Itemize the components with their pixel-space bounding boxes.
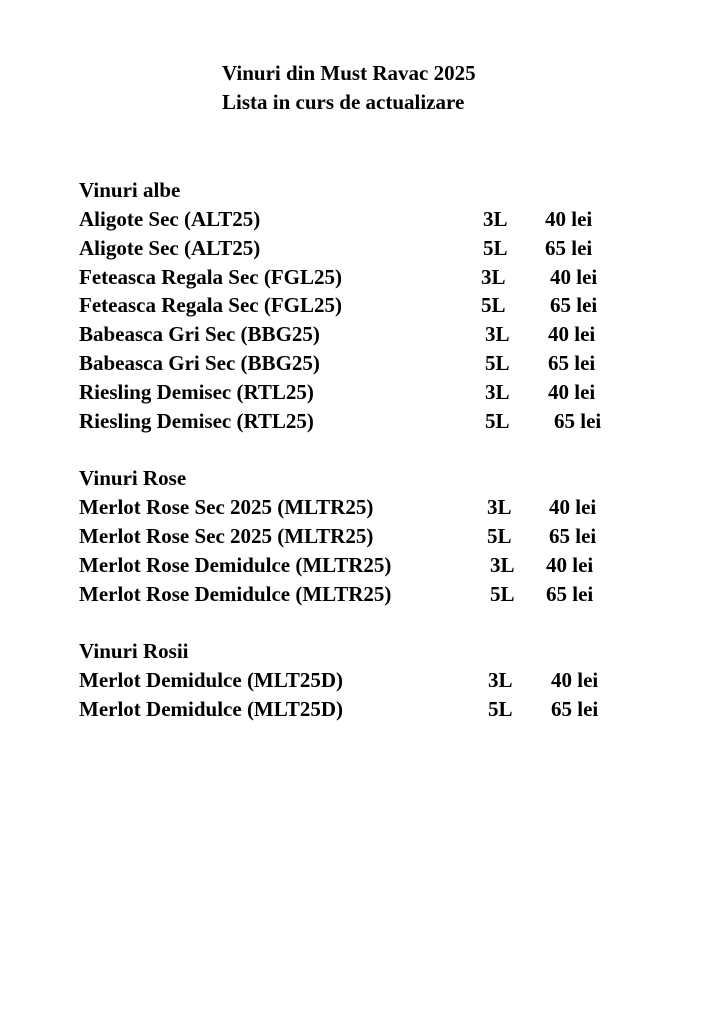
- wine-item-price: 40 lei: [549, 495, 597, 519]
- wine-item-price: 40 lei: [545, 207, 593, 231]
- wine-item-price: 65 lei: [548, 351, 596, 375]
- wine-item-price: 40 lei: [548, 380, 596, 404]
- wine-item-volume: 5L: [483, 236, 508, 260]
- wine-item-price: 65 lei: [550, 293, 598, 317]
- wine-item-name: Aligote Sec (ALT25): [79, 207, 261, 231]
- wine-item-volume: 5L: [481, 293, 506, 317]
- wine-item-name: Merlot Demidulce (MLT25D): [79, 668, 343, 692]
- wine-item-name: Merlot Rose Sec 2025 (MLTR25): [79, 495, 374, 519]
- wine-item-volume: 3L: [490, 553, 515, 577]
- wine-item-name: Riesling Demisec (RTL25): [79, 409, 314, 433]
- wine-item-volume: 3L: [485, 322, 510, 346]
- wine-item-name: Riesling Demisec (RTL25): [79, 380, 314, 404]
- wine-item-name: Babeasca Gri Sec (BBG25): [79, 322, 320, 346]
- wine-item-price: 40 lei: [551, 668, 599, 692]
- section-heading-red-wines: Vinuri Rosii: [79, 639, 189, 663]
- wine-item-name: Merlot Demidulce (MLT25D): [79, 697, 343, 721]
- wine-item-price: 65 lei: [546, 582, 594, 606]
- wine-item-volume: 3L: [483, 207, 508, 231]
- wine-item-volume: 3L: [487, 495, 512, 519]
- wine-item-volume: 5L: [487, 524, 512, 548]
- wine-item-volume: 5L: [485, 351, 510, 375]
- wine-item-price: 40 lei: [550, 265, 598, 289]
- wine-item-volume: 5L: [488, 697, 513, 721]
- wine-item-volume: 5L: [490, 582, 515, 606]
- wine-item-volume: 3L: [485, 380, 510, 404]
- wine-item-price: 65 lei: [545, 236, 593, 260]
- wine-item-price: 40 lei: [548, 322, 596, 346]
- wine-item-name: Feteasca Regala Sec (FGL25): [79, 265, 343, 289]
- wine-item-name: Aligote Sec (ALT25): [79, 236, 261, 260]
- wine-item-price: 65 lei: [554, 409, 602, 433]
- wine-item-price: 65 lei: [551, 697, 599, 721]
- wine-item-name: Babeasca Gri Sec (BBG25): [79, 351, 320, 375]
- wine-item-name: Merlot Rose Sec 2025 (MLTR25): [79, 524, 374, 548]
- wine-item-price: 65 lei: [549, 524, 597, 548]
- wine-item-name: Merlot Rose Demidulce (MLTR25): [79, 582, 392, 606]
- wine-item-volume: 3L: [488, 668, 513, 692]
- section-heading-white-wines: Vinuri albe: [79, 178, 181, 202]
- wine-item-volume: 3L: [481, 265, 506, 289]
- document-subtitle: Lista in curs de actualizare: [222, 90, 465, 114]
- wine-item-volume: 5L: [485, 409, 510, 433]
- document-title: Vinuri din Must Ravac 2025: [222, 61, 476, 85]
- wine-item-name: Feteasca Regala Sec (FGL25): [79, 293, 343, 317]
- wine-item-price: 40 lei: [546, 553, 594, 577]
- section-heading-rose-wines: Vinuri Rose: [79, 466, 187, 490]
- wine-item-name: Merlot Rose Demidulce (MLTR25): [79, 553, 392, 577]
